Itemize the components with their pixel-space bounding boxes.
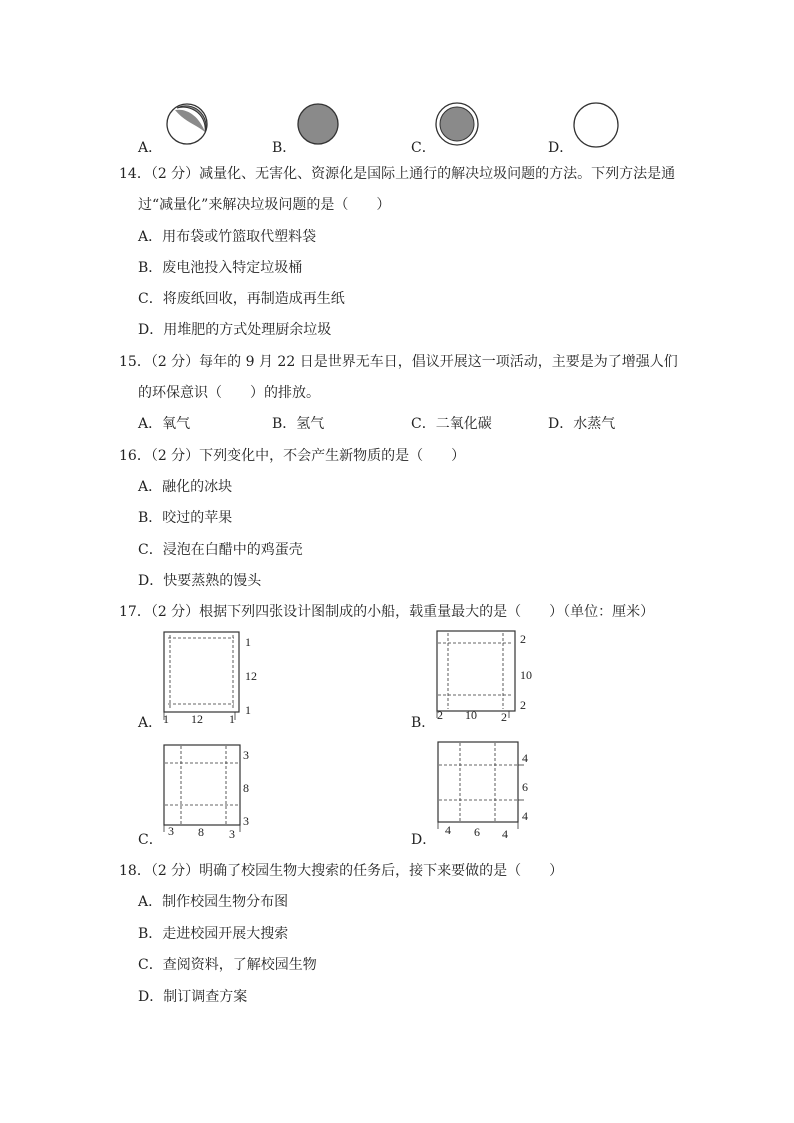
boat-design-d-figure xyxy=(436,740,546,841)
q15-stem-line2: 的环保意识（ ）的排放。 xyxy=(138,385,320,401)
q14-option-d: D．用堆肥的方式处理厨余垃圾 xyxy=(138,322,332,338)
fig-c-fold-right-label: 3 xyxy=(229,827,235,841)
q14-option-a: A．用布袋或竹篮取代塑料袋 xyxy=(138,229,317,245)
fig-a-side-label: 12 xyxy=(245,669,257,683)
fig-b-fold-top-label: 2 xyxy=(520,632,526,646)
fig-a-fold-right-label: 1 xyxy=(229,712,235,726)
q13-option-a-label: A． xyxy=(138,140,163,156)
q13-option-b-label: B． xyxy=(272,140,297,156)
q14-option-b: B．废电池投入特定垃圾桶 xyxy=(138,260,303,276)
fig-b-side-label: 10 xyxy=(520,668,532,682)
q16-option-b: B．咬过的苹果 xyxy=(138,510,233,526)
fig-a-fold-bottom-label: 1 xyxy=(245,703,251,717)
moon-phase-c-icon xyxy=(435,102,480,147)
fig-d-fold-right-label: 4 xyxy=(502,827,508,841)
q16-option-a: A．融化的冰块 xyxy=(138,479,233,495)
q15-option-d: D．水蒸气 xyxy=(548,416,616,432)
fig-c-fold-bottom-label: 3 xyxy=(243,814,249,828)
fig-b-bottom-side-label: 10 xyxy=(465,708,477,722)
q15-option-c: C．二氧化碳 xyxy=(411,416,492,432)
q17-option-c-label: C． xyxy=(138,832,163,848)
q17-option-d-label: D． xyxy=(411,832,437,848)
q15-stem-line1: 15．（2 分）每年的 9 月 22 日是世界无车日，倡议开展这一项活动，主要是为了增强人们 xyxy=(119,354,678,370)
fig-c-fold-left-label: 3 xyxy=(168,824,174,838)
boat-design-b-figure xyxy=(432,629,542,725)
q17-option-b-label: B． xyxy=(411,715,436,731)
q18-option-a: A．制作校园生物分布图 xyxy=(138,894,289,910)
fig-d-fold-left-label: 4 xyxy=(445,823,451,837)
fig-d-fold-bottom-label: 4 xyxy=(522,809,528,823)
q14-option-c: C．将废纸回收，再制造成再生纸 xyxy=(138,291,345,307)
q15-option-a: A．氧气 xyxy=(138,416,191,432)
fig-b-fold-right-label: 2 xyxy=(501,710,507,724)
q16-option-c: C．浸泡在白醋中的鸡蛋壳 xyxy=(138,542,303,558)
fig-c-fold-top-label: 3 xyxy=(243,748,249,762)
moon-phase-b-icon xyxy=(297,102,342,147)
boat-design-a-figure xyxy=(160,630,270,726)
boat-design-c-figure xyxy=(161,743,271,839)
q16-option-d: D．快要蒸熟的馒头 xyxy=(138,573,262,589)
moon-phase-a-icon xyxy=(165,102,210,147)
q18-option-b: B．走进校园开展大搜索 xyxy=(138,926,289,942)
q13-option-c-label: C． xyxy=(411,140,436,156)
q18-option-d: D．制订调查方案 xyxy=(138,989,248,1005)
fig-c-bottom-side-label: 8 xyxy=(198,825,204,839)
moon-phase-d-icon xyxy=(573,102,620,149)
fig-d-bottom-side-label: 6 xyxy=(474,825,480,839)
q18-stem-line1: 18．（2 分）明确了校园生物大搜索的任务后，接下来要做的是（ ） xyxy=(119,863,564,879)
fig-a-fold-top-label: 1 xyxy=(245,635,251,649)
q17-option-a-label: A． xyxy=(138,715,163,731)
q14-stem-line2: 过“减量化”来解决垃圾问题的是（ ） xyxy=(138,197,391,213)
fig-b-fold-bottom-label: 2 xyxy=(520,698,526,712)
fig-a-bottom-side-label: 12 xyxy=(191,712,203,726)
q14-stem-line1: 14．（2 分）减量化、无害化、资源化是国际上通行的解决垃圾问题的方法。下列方法是通 xyxy=(119,166,676,182)
fig-b-fold-left-label: 2 xyxy=(437,708,443,722)
q13-option-d-label: D． xyxy=(548,140,574,156)
fig-a-fold-left-label: 1 xyxy=(163,712,169,726)
fig-d-side-label: 6 xyxy=(522,780,528,794)
q15-option-b: B．氢气 xyxy=(272,416,325,432)
q17-stem-line1: 17．（2 分）根据下列四张设计图制成的小船，载重量最大的是（ ）（单位：厘米） xyxy=(119,604,655,620)
q18-option-c: C．查阅资料，了解校园生物 xyxy=(138,957,317,973)
fig-d-fold-top-label: 4 xyxy=(522,751,528,765)
q16-stem-line1: 16．（2 分）下列变化中，不会产生新物质的是（ ） xyxy=(119,448,466,464)
fig-c-side-label: 8 xyxy=(243,781,249,795)
